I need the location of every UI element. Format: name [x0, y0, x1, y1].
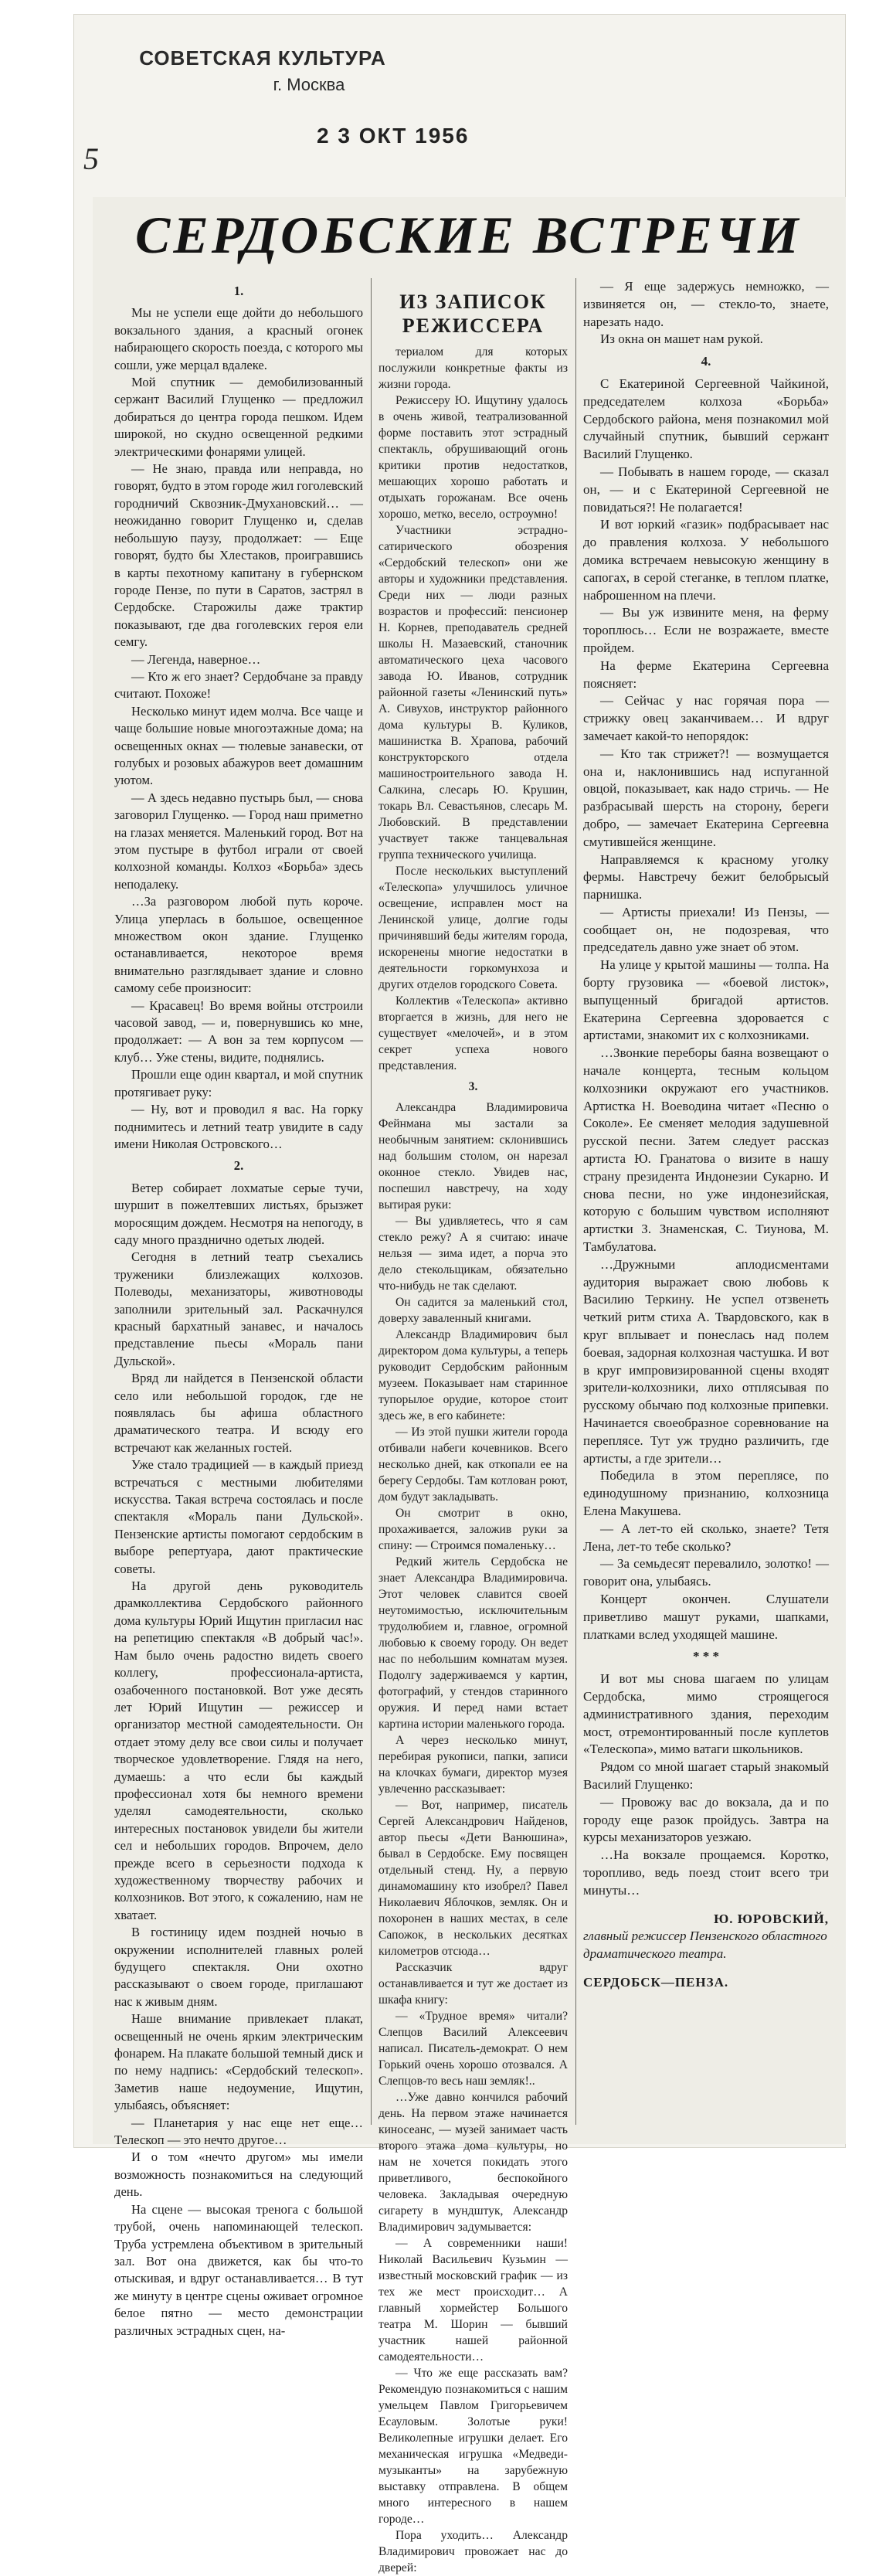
article-paragraph: Он смотрит в окно, прохаживается, заложив руки за спину: — Строимся помаленьку…	[379, 1507, 568, 1552]
article-paragraph: териалом для которых послужили конкретные факты из жизни города.	[379, 345, 568, 391]
article-paragraph: — Вы уж извините меня, на ферму тороплюсь… Если не возражаете, вместе пройдем.	[583, 605, 829, 655]
article-paragraph: На сцене — высокая тренога с большой трубой, очень напоминающей телескоп. Труба устремлена объективом в зрительный зал. Вот она движется, как бы что-то отыскивая, и вдруг останавливается… В тут же минуту в центре сцены оживает огромное белое пятно — место демонстрации различных эстрадных сцен, на-	[114, 2201, 363, 2338]
article-paragraph: Сегодня в летний театр съехались труженики близлежащих колхозов. Полеводы, механизаторы, животноводы заполнили зрительный зал. Раскачнулся красный бархатный занавес, и началось представление пьесы «Мораль пани Дульской».	[114, 1249, 363, 1368]
article-paragraph: …За разговором любой путь короче. Улица уперлась в большое, освещенное множеством окон здание. Глущенко останавливается, некоторое время внимательно разглядывает здание и словно самому себе произносит:	[114, 894, 363, 996]
article-paragraph: — Артисты приехали! Из Пензы, — сообщает он, не подозревая, что председатель давно уже знает об этом.	[583, 904, 829, 955]
article-paragraph: Ю. ЮРОВСКИЙ,	[714, 1911, 829, 1926]
article-paragraph: 2.	[233, 1158, 244, 1174]
article-paragraph: Режиссеру Ю. Ищутину удалось в очень живой, театрализованной форме поставить этот эстрадный спектакль, обрушивающий огонь критики против недостатков, мешающих хорошо работать и отдыхать горожанам. Все очень хорошо, метко, весело, остроумно!	[379, 394, 568, 521]
article-paragraph: Рядом со мной шагает старый знакомый Василий Глущенко:	[583, 1759, 829, 1792]
article-paragraph: — Планетария у нас еще нет еще… Телескоп — это нечто другое…	[114, 2115, 363, 2148]
newspaper-stamp	[139, 46, 386, 95]
article-paragraph: СЕРДОБСК—ПЕНЗА.	[583, 1974, 729, 1990]
article-paragraph: …Уже давно кончился рабочий день. На первом этаже начинается киносеанс, — музей занимает часть второго этажа дома культуры, но нам не хочется покидать этого приветливого, беспокойного человека. Закладывая очередную сигарету в мундштук, Александр Владимирович задумывается:	[379, 2091, 568, 2234]
article-paragraph: — Вы удивляетесь, что я сам стекло режу? А я считаю: иначе нельзя — зима идет, а порча это дело стекольщикам, обязательно что-нибудь не так сделают.	[379, 1215, 568, 1293]
article-paragraph: — «Трудное время» читали? Слепцов Василий Алексеевич написал. Писатель-демократ. О нем Горький очень хорошо отозвался. А Слепцов-то весь наш земляк!..	[379, 2010, 568, 2088]
article-paragraph: И о том «нечто другом» мы имели возможность познакомиться на следующий день.	[114, 2149, 363, 2200]
article-paragraph: — Сейчас у нас горячая пора — стрижку овец заканчиваем… И вдруг замечает какой-то непорядок:	[583, 693, 829, 743]
article-paragraph: — Побывать в нашем городе, — сказал он, — и с Екатериной Сергеевной не повидаться?! Не полагается!	[583, 464, 829, 515]
date-stamp: 2 3 ОКТ 1956	[317, 124, 470, 148]
article-paragraph: …Дружными аплодисментами аудитория выражает свою любовь к Василию Теркину. Не успел отзвенеть четкий ритм стиха А. Твардовского, как в круг вплывает и понеслась над полем боевая, задорная колхозная частушка. И вот в круг импровизированной сцены входят зрители-колхозники, лихо отплясывая по русскому обычаю под колхозные припевки. Начинается своеобразное соревнование на переплясе. Тут уж трудно различить, где артисты, а где зрители…	[583, 1256, 829, 1466]
article-paragraph: Вряд ли найдется в Пензенской области село или небольшой городок, где не появлялась бы афиша областного драматического театра. И всюду его встречают как желанных гостей.	[114, 1371, 363, 1455]
article-column-1	[114, 278, 363, 2338]
article-paragraph: — Красавец! Во время войны отстроили часовой завод, — и, повернувшись ко мне, продолжает: — А вон за тем корпусом — клуб… Уже стены, видите, поднялись.	[114, 997, 363, 1065]
column-divider	[371, 278, 372, 2125]
article-paragraph: А через несколько минут, перебирая рукописи, папки, записи на клочках бумаги, директор музея увлеченно рассказывает:	[379, 1734, 568, 1796]
article-paragraph: Наше внимание привлекает плакат, освещенный не очень ярким электрическим фонарем. На плакате большой темный диск и по нему надпись: «Сердобский телескоп». Заметив наше недоумение, Ищутин, улыбаясь, объясняет:	[114, 2011, 363, 2113]
article-paragraph: С Екатериной Сергеевной Чайкиной, председателем колхоза «Борьба» Сердобского района, меня познакомил мой случайный спутник, бывший сержант Василий Глущенко.	[583, 376, 829, 462]
article-paragraph: — А лет-то ей сколько, знаете? Тетя Лена, лет-то тебе сколько?	[583, 1521, 829, 1554]
article-paragraph: На ферме Екатерина Сергеевна поясняет:	[583, 658, 829, 691]
newspaper-name: СОВЕТСКАЯ КУЛЬТУРА	[139, 46, 386, 70]
article-paragraph: Александра Владимировича Фейнмана мы застали за необычным занятием: склонившись над большим столом, он нарезал оконное стекло. Увидев нас, поспешил навстречу, на ходу вытирая руки:	[379, 1101, 568, 1212]
article-paragraph: На улице у крытой машины — толпа. На борту грузовика — «боевой листок», выпущенный бригадой артистов. Екатерина Сергеевна здоровается с артистами, знакомит их с колхозниками.	[583, 957, 829, 1043]
article-paragraph: * * *	[693, 1649, 719, 1664]
article-paragraph: главный режиссер Пензенского областного драматического театра.	[583, 1929, 827, 1962]
article-paragraph: — Из этой пушки жители города отбивали набеги кочевников. Всего несколько дней, как откопали ее на берегу Сердобы. Там котлован роют, дом будут закладывать.	[379, 1426, 568, 1504]
article-paragraph: Несколько минут идем молча. Все чаще и чаще большие новые многоэтажные дома; на освещенных окнах — тюлевые занавески, от голубых и розовых абажуров веет домашним уютом.	[114, 703, 363, 788]
newspaper-city: г. Москва	[273, 75, 345, 94]
article-paragraph: — Кто ж его знает? Сердобчане за правду считают. Похоже!	[114, 668, 363, 702]
column-divider	[575, 278, 576, 2125]
article-paragraph: Коллектив «Телескопа» активно вторгается в жизнь, для него не существует «мелочей», и в этом секрет успеха нового представления.	[379, 994, 568, 1072]
article-paragraph: Участники эстрадно-сатирического обозрения «Сердобский телескоп» они же авторы и художники представления. Среди них — люди разных возрастов и профессий: пенсионер Н. Корнев, преподаватель средней школы Н. Мазаевский, станочник автоматического цеха часового завода Ю. Иванов, сотрудник районной газеты «Ленинский путь» А. Сивухов, инструктор районного дома культуры В. Куликов, машинистка В. Храпова, рабочий конструкторского отдела машиностроительного завода Н. Салкина, слесарь Ю. Крушин, токарь Вл. Севастьянов, слесарь М. Любовский. В представлении участвует также танцевальная группа технического училища.	[379, 524, 568, 861]
article-paragraph: Уже стало традицией — в каждый приезд встречаться с местными любителями искусства. Такая встреча состоялась и после спектакля «Мораль пани Дульской». Пензенские артисты помогают сердобским в выборе репертуара, дают практические советы.	[114, 1457, 363, 1576]
article-paragraph: Концерт окончен. Слушатели приветливо машут руками, шапками, платками вслед уходящей машине.	[583, 1591, 829, 1642]
article-paragraph: Победила в этом переплясе, по единодушному признанию, колхозница Елена Макушева.	[583, 1468, 829, 1518]
article-paragraph: — Провожу вас до вокзала, да и по городу еще разок пройдусь. Завтра на курсы механизаторов уезжаю.	[583, 1794, 829, 1845]
article-paragraph: — Вот, например, писатель Сергей Александрович Найденов, автор пьесы «Дети Ванюшина», бывал в Сердобске. Ему посвящен отдельный стенд. Ну, а первую динамомашину кто изобрел? Павел Николаевич Яблочков, земляк. Он и похоронен в наших местах, в селе Сапожок, в нескольких десятках километров отсюда…	[379, 1799, 568, 1958]
article-paragraph: Он садится за маленький стол, доверху заваленный книгами.	[379, 1296, 568, 1325]
article-paragraph: Редкий житель Сердобска не знает Александра Владимировича. Этот человек славится своей неутомимостью, исключительным трудолюбием и, главное, огромной любовью к своему городу. Он ведет нас по небольшим комнатам музея. Подолгу задерживаемся у картин, фотографий, у стендов старинного оружия. И перед нами встает картина истории маленького города.	[379, 1555, 568, 1731]
article-paragraph: — Ну, вот и проводил я вас. На горку поднимитесь и летний театр увидите в саду имени Николая Островского…	[114, 1102, 363, 1151]
article-paragraph: Из окна он машет нам рукой.	[600, 331, 763, 347]
article-paragraph: 3.	[468, 1080, 478, 1093]
article-paragraph: Ветер собирает лохматые серые тучи, шуршит в пожелтевших листьях, брызжет моросящим дождем. Несмотря на непогоду, в саду много празднично одетых людей.	[114, 1180, 363, 1247]
article-paragraph: 4.	[701, 354, 711, 369]
article-paragraph: — А здесь недавно пустырь был, — снова заговорил Глущенко. — Город наш приметно на глазах меняется. Маленький город. Вот на этом пустыре в футбол играли от своей колхозной команды. Колхоз «Борьба» здесь неподалеку.	[114, 790, 363, 892]
article-paragraph: Рассказчик вдруг останавливается и тут же достает из шкафа книгу:	[379, 1961, 568, 2007]
article-title: СЕРДОБСКИЕ ВСТРЕЧИ	[135, 206, 802, 264]
article-paragraph: — Что же еще рассказать вам? Рекомендую познакомиться с нашим умельцем Павлом Григорьевичем Есауловым. Золотые руки! Великолепные игрушки делает. Его механическая игрушка «Медведи-музыканты» на зарубежную выставку отправлена. В общем много интересного в нашем городе…	[379, 2367, 568, 2526]
article-paragraph: — Не знаю, правда или неправда, но говорят, будто в этом городе жил гоголевский городничий Сквозник-Дмухановский… — неожиданно говорит Глущенко и, сделав небольшую паузу, продолжает: — Еще говорят, будто бы Хлестаков, проигравшись в карты пехотному капитану в губернском городе Пензе, по пути в Саратов, застрял в Сердобске. Старожилы даже трактир показывают, где два гоголевских героя ели семгу.	[114, 461, 363, 650]
article-paragraph: 1.	[233, 284, 244, 298]
article-paragraph: На другой день руководитель драмколлектива Сердобского районного дома культуры Юрий Ищутин пригласил нас на репетицию спектакля «В добрый час!». Нам было очень радостно видеть своего коллегу, профессионала-артиста, озабоченного постановкой. Вот уже десять лет Юрий Ищутин — режиссер и организатор местной самодеятельности. Он отдает этому делу все свои силы и получает творческое удовлетворение. Глядя на него, думаешь: а что если бы каждый профессионал хотя бы немного времени уделял самодеятельности, сколько интересных постановок увидели бы жители сел и небольших городов. Впрочем, дело прежде всего в серьезности подхода к художественному творчеству рабочих и колхозников. Вот этого, к сожалению, нам не хватает.	[114, 1579, 363, 1922]
article-paragraph: Мой спутник — демобилизованный сержант Василий Глущенко — предложил добираться до центра города пешком. Идем широкой, но скудно освещенной редкими электрическими фонарями улицей.	[114, 375, 363, 459]
article-paragraph: После нескольких выступлений «Телескопа» улучшилось уличное освещение, исправлен мост на Ленинской улице, долгие годы причинявший беды жителям города, искоренены многие недостатки в деятельности горкомунхоза и других отделов городского Совета.	[379, 865, 568, 991]
article-paragraph: — Кто так стрижет?! — возмущается она и, наклонившись над испуганной овцой, показывает, как надо стричь. — Не разбрасывай шерсть на сторону, береги добро, — замечает Екатерина Сергеевна смутившейся женщине.	[583, 746, 829, 849]
article-paragraph: — Я еще задержусь немножко, — извиняется он, — стекло-то, знаете, нарезать надо.	[583, 279, 829, 329]
article-paragraph: Пора уходить… Александр Владимирович провожает нас до дверей:	[379, 2529, 568, 2574]
article-paragraph: И вот мы снова шагаем по улицам Сердобска, мимо строящегося административного здания, переходим мост, отремонтированный после куплетов «Телескопа», мимо ватаги школьников.	[583, 1671, 829, 1757]
article-paragraph: …Звонкие переборы баяна возвещают о начале концерта, тесным кольцом колхозники окружают его участников. Артистка Н. Воеводина читает «Песню о Соколе». Ее сменяет мелодия задушевной русской песни. Затем следует рассказ артиста Ю. Гранатова о визите в нашу страну президента Индонезии Сукарно. И снова песни, но уже индонезийская, которую с большим чувством исполняют артистки З. Знаменская, С. Тиунова, М. Тамбулатова.	[583, 1045, 829, 1255]
article-paragraph: …На вокзале прощаемся. Коротко, торопливо, ведь поезд стоит всего три минуты…	[583, 1847, 829, 1898]
article-paragraph: — А современники наши! Николай Васильевич Кузьмин — известный московский график — из тех же мест происходит… А главный хормейстер Большого театра М. Шорин — бывший участник нашей районной самодеятельности…	[379, 2237, 568, 2364]
handwritten-page-mark: 5	[83, 141, 99, 176]
article-paragraph: И вот юркий «газик» подбрасывает нас до правления колхоза. У небольшого домика встречаем невысокую женщину в сапогах, в серой стеганке, в теплом платке, наброшенном на плечи.	[583, 517, 829, 603]
article-paragraph: — За семьдесят перевалило, золотко! — говорит она, улыбаясь.	[583, 1556, 829, 1589]
article-paragraph: — Легенда, наверное…	[131, 651, 261, 667]
article-column-2	[379, 344, 568, 2574]
article-column-3	[583, 278, 829, 1990]
article-paragraph: В гостиницу идем поздней ночью в окружении исполнителей главных ролей будущего спектакля. Они охотно рассказывают о своем городе, приглашают нас к живым дням.	[114, 1925, 363, 2009]
article-paragraph: Направляемся к красному уголку фермы. Навстречу бежит белобрысый парнишка.	[583, 851, 829, 902]
article-paragraph: Прошли еще один квартал, и мой спутник протягивает руку:	[114, 1067, 363, 1099]
article-paragraph: Мы не успели еще дойти до небольшого вокзального здания, а красный огонек набирающего скорость поезда, с которого мы сошли, уже мерцал вдалеке.	[114, 305, 363, 372]
article-subtitle: ИЗ ЗАПИСОК РЕЖИССЕРА	[399, 291, 547, 337]
article-paragraph: Александр Владимирович был директором дома культуры, а теперь руководит Сердобским районным музеем. Показывает нам старинное тупорылое орудие, которое стоит здесь же, в его кабинете:	[379, 1328, 568, 1422]
